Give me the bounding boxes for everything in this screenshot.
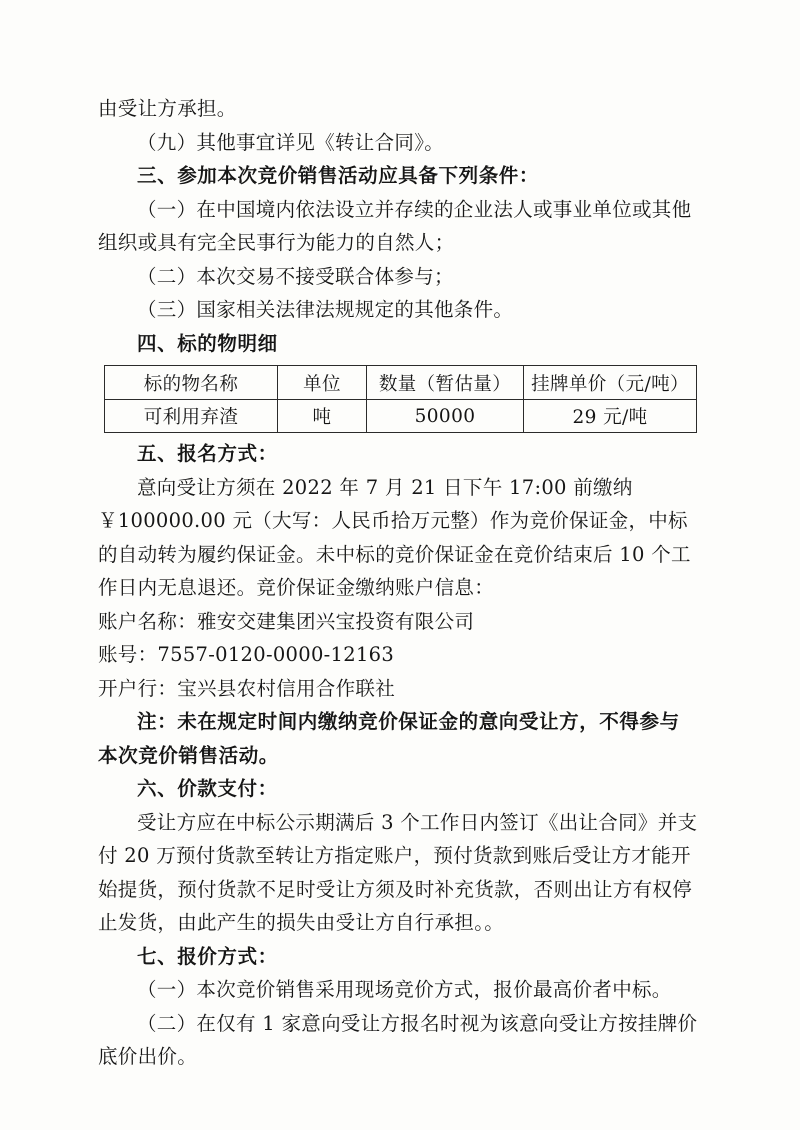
goods-table-wrapper bbox=[104, 365, 698, 433]
table-cell: 吨 bbox=[278, 400, 367, 433]
section-after-table bbox=[98, 437, 698, 1074]
note-deposit: 注：未在规定时间内缴纳竞价保证金的意向受让方，不得参与本次竞价销售活动。 bbox=[98, 710, 680, 767]
table-header-cell: 单位 bbox=[278, 366, 367, 400]
table-header-cell: 挂牌单价（元/吨） bbox=[524, 366, 697, 400]
heading-section-four: 四、标的物明细 bbox=[137, 331, 278, 355]
table-header-row bbox=[105, 366, 697, 400]
table-cell: 29 元/吨 bbox=[524, 400, 697, 433]
paragraph: （三）国家相关法律法规规定的其他条件。 bbox=[137, 298, 514, 321]
document-body bbox=[98, 92, 698, 1074]
paragraph-deposit: 意向受让方须在 2022 年 7 月 21 日下午 17:00 前缴纳￥100000.00 元（大写：人民币拾万元整）作为竞价保证金，中标的自动转为履约保证金。未中标的竞价保证金在竞价结束后 10 个工作日内无息退还。竞价保证金缴纳账户信息： bbox=[98, 475, 691, 599]
heading-section-three: 三、参加本次竞价销售活动应具备下列条件： bbox=[137, 164, 540, 187]
table-cell: 50000 bbox=[367, 400, 524, 433]
heading-section-six: 六、价款支付： bbox=[137, 777, 278, 800]
table-cell: 可利用弃渣 bbox=[105, 400, 278, 433]
paragraph: （二）在仅有 1 家意向受让方报名时视为该意向受让方按挂牌价底价出价。 bbox=[98, 1011, 698, 1068]
table-header-cell: 数量（暂估量） bbox=[367, 366, 524, 400]
table-row bbox=[105, 400, 697, 433]
section-before-table bbox=[98, 92, 698, 360]
account-bank: 开户行：宝兴县农村信用合作联社 bbox=[98, 676, 396, 700]
paragraph: （九）其他事宜详见《转让合同》。 bbox=[137, 130, 445, 154]
account-name: 账户名称：雅安交建集团兴宝投资有限公司 bbox=[98, 609, 475, 633]
paragraph-payment: 受让方应在中标公示期满后 3 个工作日内签订《出让合同》并支付 20 万预付货款至转让方指定账户，预付货款到账后受让方才能开始提货，预付货款不足时受让方须及时补充货款，否则出让方有权停止发货，由此产生的损失由受让方自行承担。。 bbox=[98, 810, 698, 934]
table-header-cell: 标的物名称 bbox=[105, 366, 278, 400]
paragraph: （二）本次交易不接受联合体参与； bbox=[137, 264, 454, 288]
account-number: 账号：7557-0120-0000-12163 bbox=[98, 643, 395, 666]
paragraph: 由受让方承担。 bbox=[98, 97, 237, 120]
goods-table bbox=[104, 365, 697, 433]
heading-section-seven: 七、报价方式： bbox=[137, 944, 278, 968]
heading-section-five: 五、报名方式： bbox=[137, 442, 278, 465]
paragraph: （一）本次竞价销售采用现场竞价方式，报价最高价者中标。 bbox=[137, 978, 672, 1001]
paragraph: （一）在中国境内依法设立并存续的企业法人或事业单位或其他组织或具有完全民事行为能力的自然人； bbox=[98, 197, 692, 254]
